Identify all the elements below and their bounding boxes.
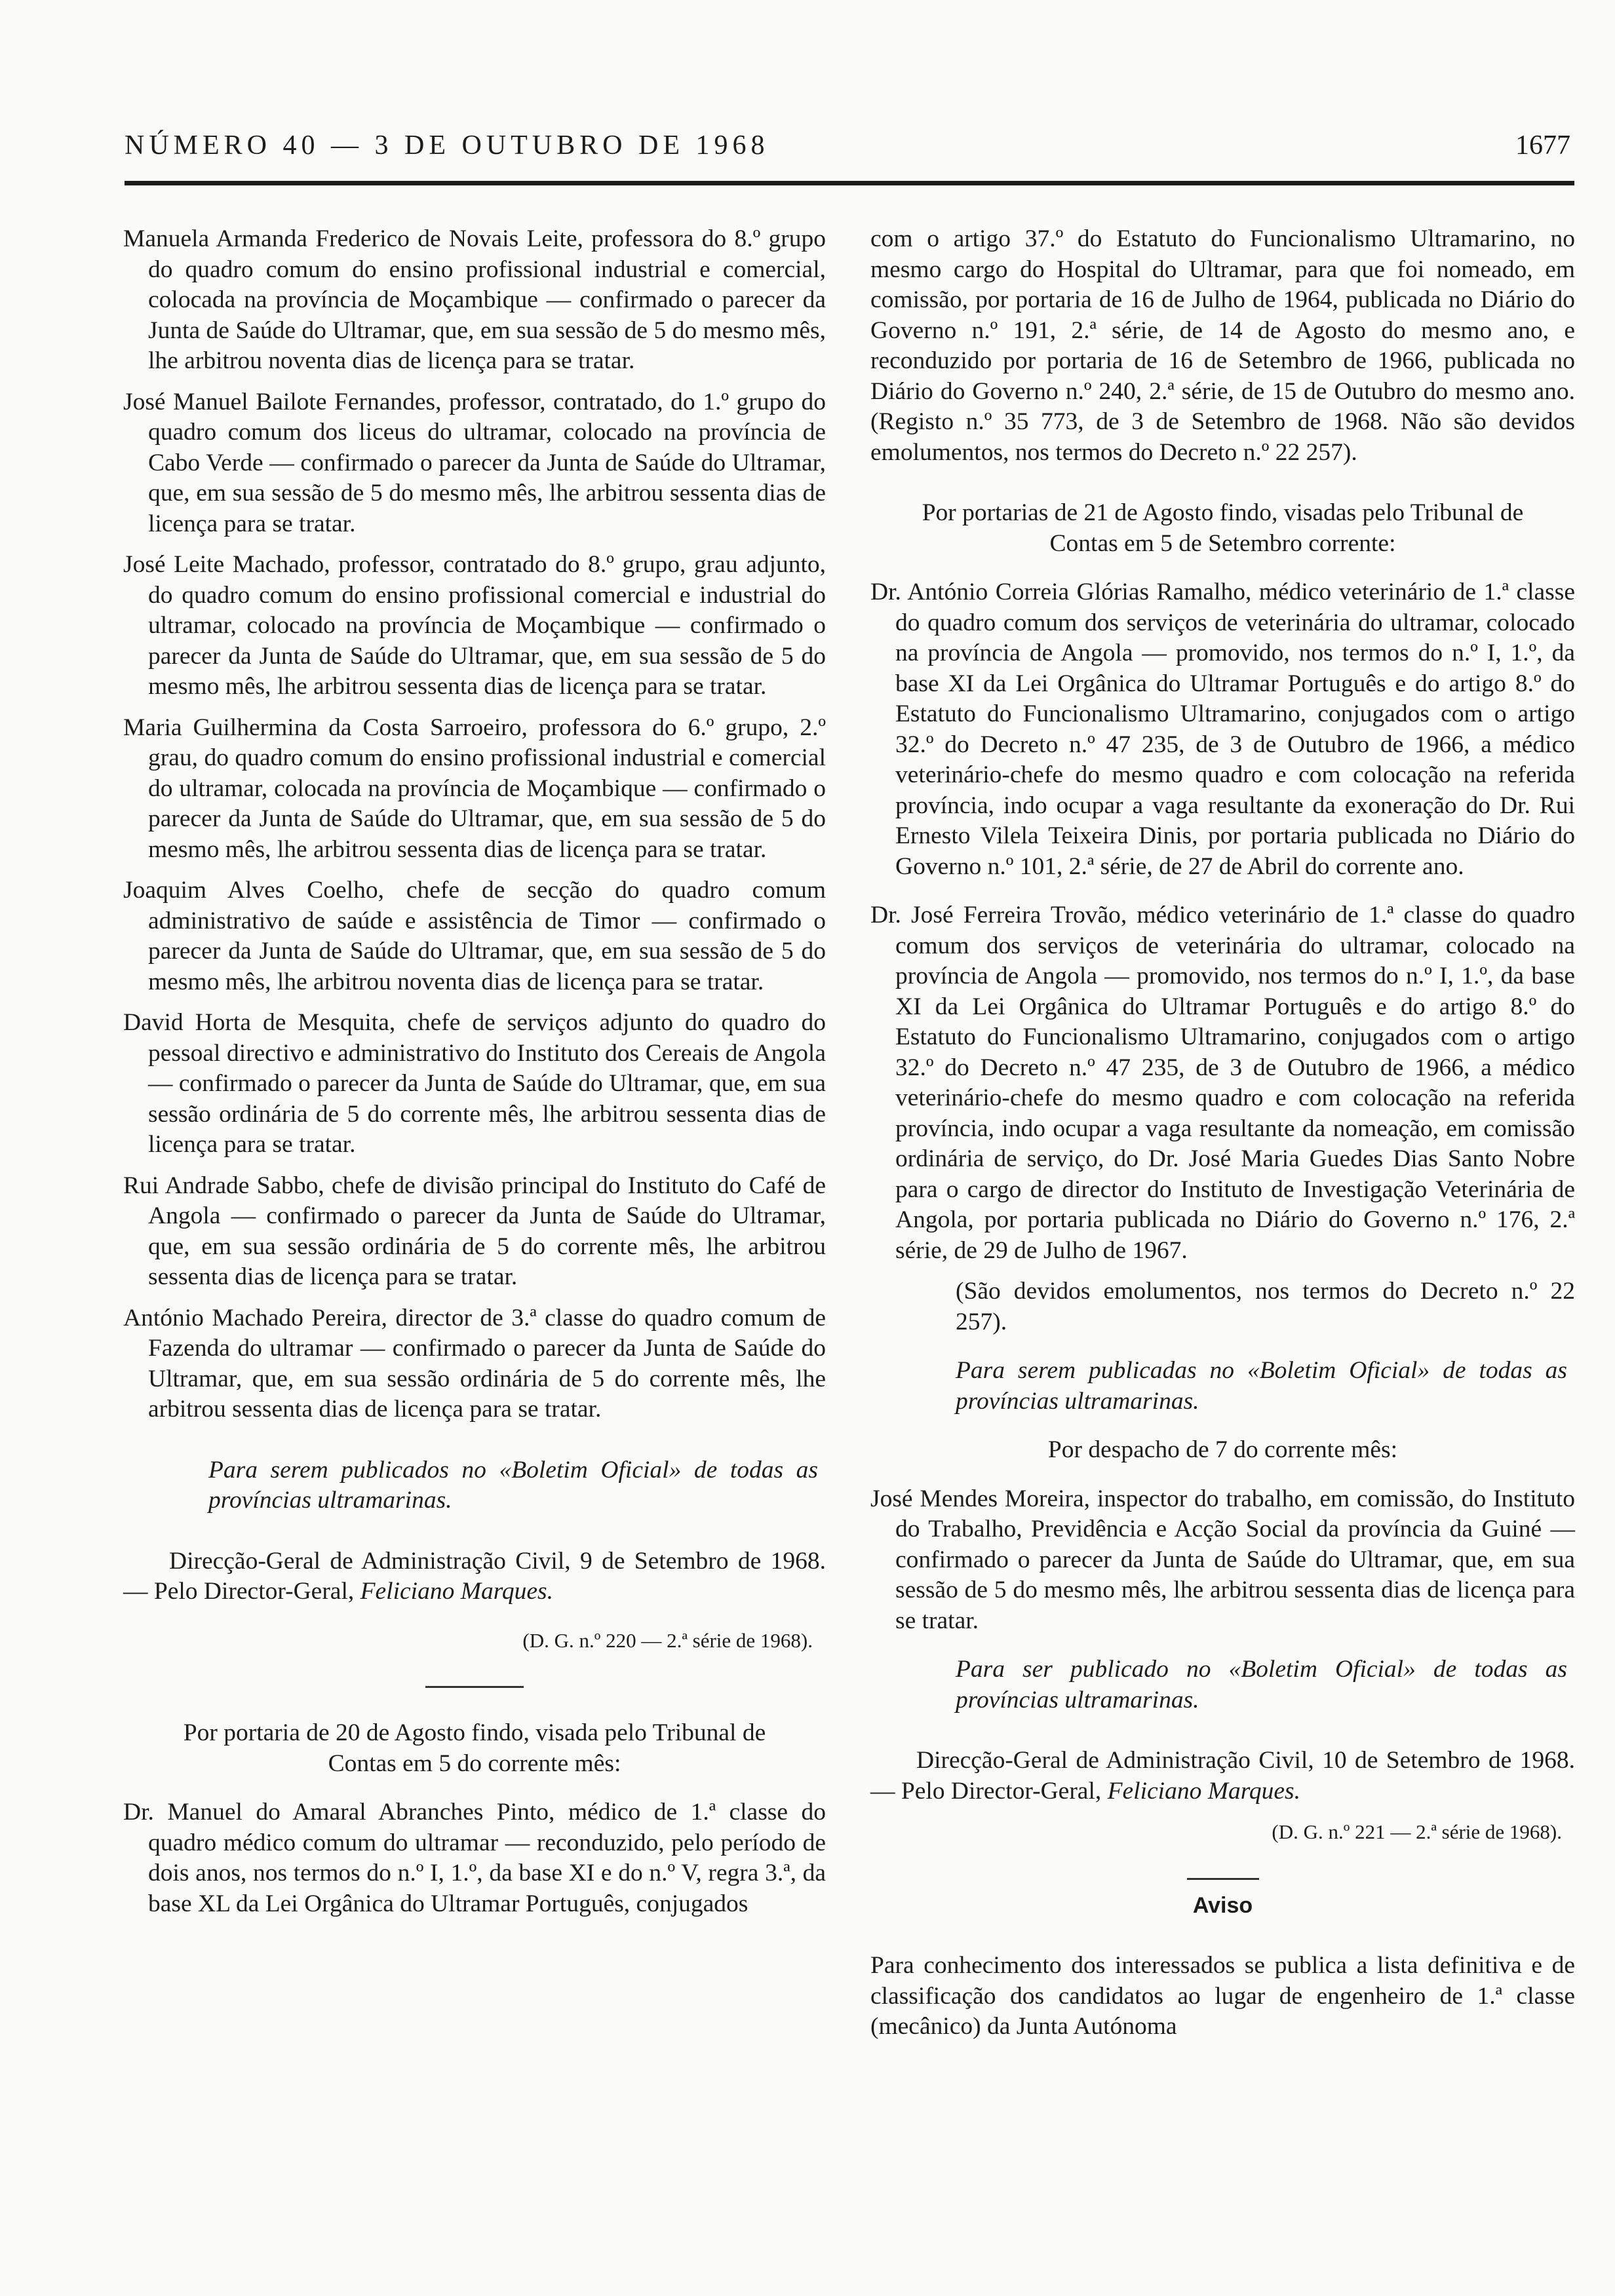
signoff-text: Direcção-Geral de Administração Civil, 9 de Setembro de 1968. — Pelo Director-Geral, xyxy=(123,1547,826,1605)
signoff-text: Direcção-Geral de Administração Civil, 10 de Setembro de 1968. — Pelo Director-Geral, xyxy=(870,1747,1575,1805)
reference: (D. G. n.º 220 — 2.ª série de 1968). xyxy=(522,1628,813,1652)
signatory-name: Feliciano Marques. xyxy=(360,1578,554,1605)
issue-title: NÚMERO 40 — 3 DE OUTUBRO DE 1968 xyxy=(125,130,769,161)
list-item: Manuela Armanda Frederico de Novais Leite, professora do 8.º grupo do quadro comum do ensino profissional industrial e comercial, colocada na província de Moçambique — confirmado o parecer da Junta de Saúde do Ultramar, que, em sua sessão de 5 do mesmo mês, lhe arbitrou noventa dias de licença para se tratar. xyxy=(123,225,826,374)
section-intro: Por portaria de 20 de Agosto findo, visada pelo Tribunal de Contas em 5 do corrente mês: xyxy=(183,1719,766,1777)
header-rule xyxy=(125,181,1574,185)
left-column xyxy=(123,224,826,1919)
list-item: Joaquim Alves Coelho, chefe de secção do quadro comum administrativo de saúde e assistência de Timor — confirmado o parecer da Junta de Saúde do Ultramar, que, em sua sessão de 5 do mesmo mês, lhe arbitrou noventa dias de licença para se tratar. xyxy=(123,877,826,995)
signoff xyxy=(123,1546,826,1607)
publication-note: Para serem publicadas no «Boletim Oficial» de todas as províncias ultramarinas. xyxy=(956,1357,1567,1415)
list-item: Dr. José Ferreira Trovão, médico veterinário de 1.ª classe do quadro comum dos serviços de veterinária do ultramar, colocado na província de Angola — promovido, nos termos do n.º I, 1.º, da base XI da Lei Orgânica do Ultramar Português e do artigo 8.º do Estatuto do Funcionalismo Ultramarino, conjugados com o artigo 32.º do Decreto n.º 47 235, de 3 de Outubro de 1966, a médico veterinário-chefe do mesmo quadro e com colocação na referida província, indo ocupar a vaga resultante da nomeação, em comissão ordinária de serviço, do Dr. José Maria Guedes Dias Santo Nobre para o cargo de director do Instituto de Investigação Veterinária de Angola, por portaria publicada no Diário do Governo n.º 176, 2.ª série, de 29 de Julho de 1967. xyxy=(870,902,1575,1264)
list-item: José Leite Machado, professor, contratado do 8.º grupo, grau adjunto, do quadro comum do ensino profissional comercial e industrial do ultramar, colocado na província de Moçambique — confirmado o parecer da Junta de Saúde do Ultramar, que, em sua sessão de 5 do mesmo mês, lhe arbitrou sessenta dias de licença para se tratar. xyxy=(123,551,826,700)
list-item: Rui Andrade Sabbo, chefe de divisão principal do Instituto do Café de Angola — confirmado o parecer da Junta de Saúde do Ultramar, que, em sua sessão ordinária de 5 do corrente mês, lhe arbitrou sessenta dias de licença para se tratar. xyxy=(123,1172,826,1290)
list-item: Maria Guilhermina da Costa Sarroeiro, professora do 6.º grupo, 2.º grau, do quadro comum do ensino profissional industrial e comercial do ultramar, colocada na província de Moçambique — confirmado o parecer da Junta de Saúde do Ultramar, que, em sua sessão de 5 do mesmo mês, lhe arbitrou sessenta dias de licença para se tratar. xyxy=(123,714,826,863)
list-item: António Machado Pereira, director de 3.ª classe do quadro comum de Fazenda do ultramar — confirmado o parecer da Junta de Saúde do Ultramar, que, em sua sessão ordinária de 5 do corrente mês, lhe arbitrou sessenta dias de licença para se tratar. xyxy=(123,1304,826,1423)
section-intro: Por portarias de 21 de Agosto findo, visadas pelo Tribunal de Contas em 5 de Setembro corrente: xyxy=(922,499,1524,557)
aviso-heading: Aviso xyxy=(1192,1892,1253,1918)
page-header xyxy=(125,130,1570,169)
aviso-paragraph: Para conhecimento dos interessados se publica a lista definitiva e de classificação dos candidatos ao lugar de engenheiro de 1.ª classe (mecânico) da Junta Autónoma xyxy=(870,1952,1575,2040)
right-column xyxy=(870,224,1575,2042)
list-item: José Manuel Bailote Fernandes, professor, contratado, do 1.º grupo do quadro comum dos liceus do ultramar, colocado na província de Cabo Verde — confirmado o parecer da Junta de Saúde do Ultramar, que, em sua sessão de 5 do mesmo mês, lhe arbitrou sessenta dias de licença para se tratar. xyxy=(123,388,826,537)
continuation-paragraph: com o artigo 37.º do Estatuto do Funcionalismo Ultramarino, no mesmo cargo do Hospital do Ultramar, para que foi nomeado, em comissão, por portaria de 16 de Julho de 1964, publicada no Diário do Governo n.º 191, 2.ª série, de 14 de Agosto do mesmo ano, e reconduzido por portaria de 16 de Setembro de 1966, publicada no Diário do Governo n.º 240, 2.ª série, de 15 de Outubro do mesmo ano. (Registo n.º 35 773, de 3 de Setembro de 1968. Não são devidos emolumentos, nos termos do Decreto n.º 22 257). xyxy=(870,225,1575,466)
publication-note: Para ser publicado no «Boletim Oficial» de todas as províncias ultramarinas. xyxy=(956,1656,1567,1713)
publication-note: Para serem publicados no «Boletim Oficial» de todas as províncias ultramarinas. xyxy=(208,1456,818,1514)
signoff xyxy=(870,1746,1575,1807)
page-number: 1677 xyxy=(1515,130,1570,161)
list-item: José Mendes Moreira, inspector do trabalho, em comissão, do Instituto do Trabalho, Previdência e Acção Social da província da Guiné — confirmado o parecer da Junta de Saúde do Ultramar, que, em sua sessão de 5 do mesmo mês, lhe arbitrou sessenta dias de licença para se tratar. xyxy=(870,1485,1575,1634)
emolument-note: (São devidos emolumentos, nos termos do Decreto n.º 22 257). xyxy=(956,1278,1575,1335)
section-intro: Por despacho de 7 do corrente mês: xyxy=(1047,1436,1398,1463)
list-item: Dr. Manuel do Amaral Abranches Pinto, médico de 1.ª classe do quadro médico comum do ultramar — reconduzido, pelo período de dois anos, nos termos do n.º I, 1.º, da base XI e do n.º V, regra 3.ª, da base XL da Lei Orgânica do Ultramar Português, conjugados xyxy=(123,1799,826,1917)
reference: (D. G. n.º 221 — 2.ª série de 1968). xyxy=(1272,1820,1562,1843)
signatory-name: Feliciano Marques. xyxy=(1107,1777,1301,1805)
list-item: David Horta de Mesquita, chefe de serviços adjunto do quadro do pessoal directivo e administrativo do Instituto dos Cereais de Angola — confirmado o parecer da Junta de Saúde do Ultramar, que, em sua sessão ordinária de 5 do corrente mês, lhe arbitrou sessenta dias de licença para se tratar. xyxy=(123,1009,826,1158)
list-item: Dr. António Correia Glórias Ramalho, médico veterinário de 1.ª classe do quadro comum dos serviços de veterinária do ultramar, colocado na província de Angola — promovido, nos termos do n.º I, 1.º, da base XI da Lei Orgânica do Ultramar Português e do artigo 8.º do Estatuto do Funcionalismo Ultramarino, conjugados com o artigo 32.º do Decreto n.º 47 235, de 3 de Outubro de 1966, a médico veterinário-chefe do mesmo quadro e com colocação na referida província, indo ocupar a vaga resultante da exoneração do Dr. Rui Ernesto Vilela Teixeira Dinis, por portaria publicada no Diário do Governo n.º 101, 2.ª série, de 27 de Abril do corrente ano. xyxy=(870,579,1575,880)
